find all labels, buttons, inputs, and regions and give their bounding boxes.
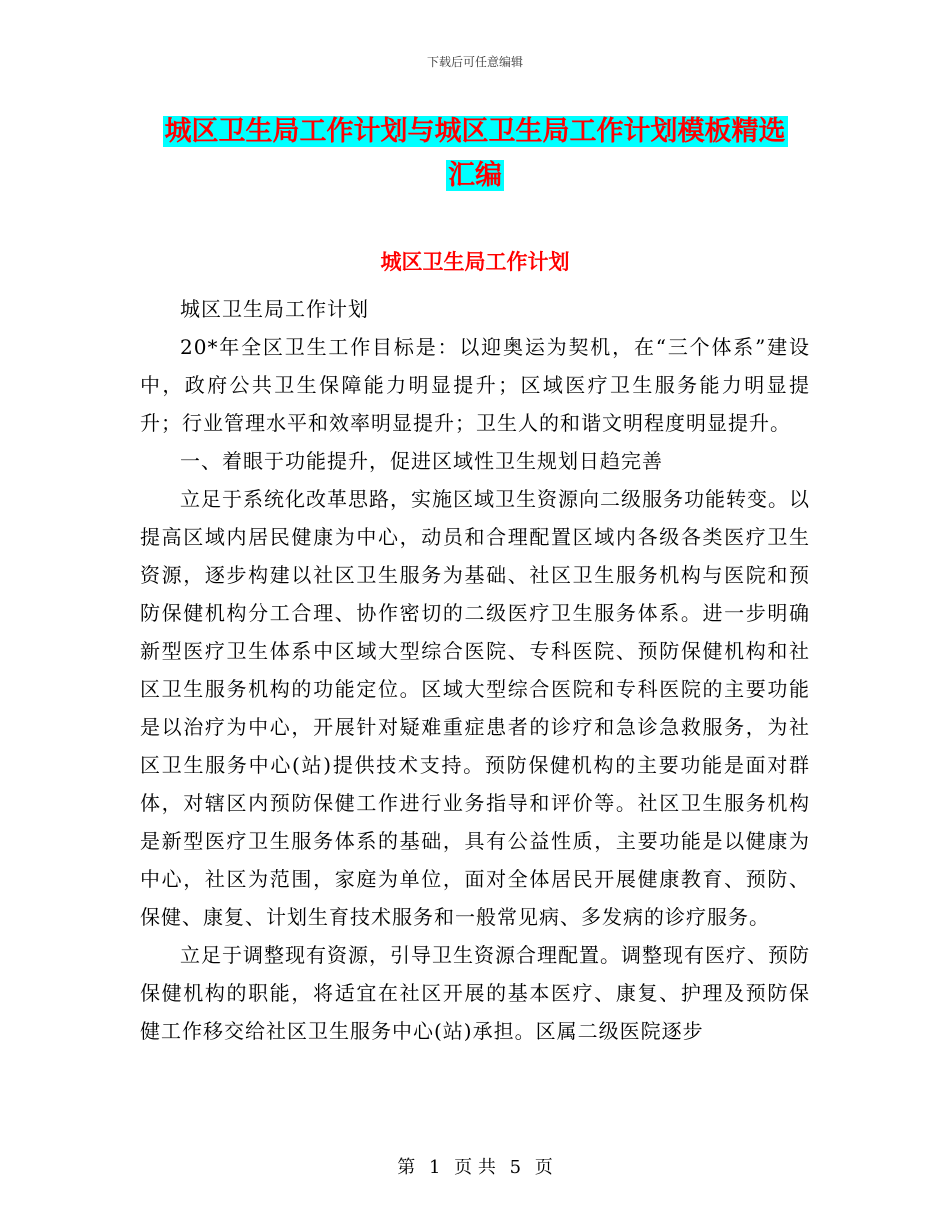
page-total: 5	[509, 1157, 522, 1178]
body-text	[140, 290, 810, 1050]
page-label-mid: 页 共	[454, 1157, 496, 1178]
paragraph: 一、着眼于功能提升，促进区域性卫生规划日趋完善	[180, 449, 663, 473]
page-label-suffix: 页	[534, 1157, 553, 1178]
document-title	[140, 110, 810, 198]
header-note: 下载后可任意编辑	[426, 55, 523, 69]
paragraph: 20*年全区卫生工作目标是：以迎奥运为契机，在“三个体系”建设中，政府公共卫生保障能力明显提升；区域医疗卫生服务能力明显提升；行业管理水平和效率明显提升；卫生人的和谐文明程度明显提升。	[140, 335, 810, 435]
page-label-prefix: 第	[397, 1157, 416, 1178]
section-title: 城区卫生局工作计划	[380, 250, 570, 274]
title-line-1: 城区卫生局工作计划与城区卫生局工作计划模板精选	[164, 116, 786, 147]
page-current: 1	[428, 1157, 441, 1178]
paragraph: 立足于调整现有资源，引导卫生资源合理配置。调整现有医疗、预防保健机构的职能，将适宜在社区开展的基本医疗、康复、护理及预防保健工作移交给社区卫生服务中心(站)承担。区属二级医院逐步	[140, 943, 810, 1043]
paragraph: 立足于系统化改革思路，实施区域卫生资源向二级服务功能转变。以提高区域内居民健康为中心，动员和合理配置区域内各级各类医疗卫生资源，逐步构建以社区卫生服务为基础、社区卫生服务机构与医院和预防保健机构分工合理、协作密切的二级医疗卫生服务体系。进一步明确新型医疗卫生体系中区域大型综合医院、专科医院、预防保健机构和社区卫生服务机构的功能定位。区域大型综合医院和专科医院的主要功能是以治疗为中心，开展针对疑难重症患者的诊疗和急诊急救服务，为社区卫生服务中心(站)提供技术支持。预防保健机构的主要功能是面对群体，对辖区内预防保健工作进行业务指导和评价等。社区卫生服务机构是新型医疗卫生服务体系的基础，具有公益性质，主要功能是以健康为中心，社区为范围，家庭为单位，面对全体居民开展健康教育、预防、保健、康复、计划生育技术服务和一般常见病、多发病的诊疗服务。	[140, 487, 810, 929]
title-line-2: 汇编	[448, 160, 502, 191]
page-footer	[0, 1153, 950, 1179]
paragraph: 城区卫生局工作计划	[180, 297, 369, 321]
